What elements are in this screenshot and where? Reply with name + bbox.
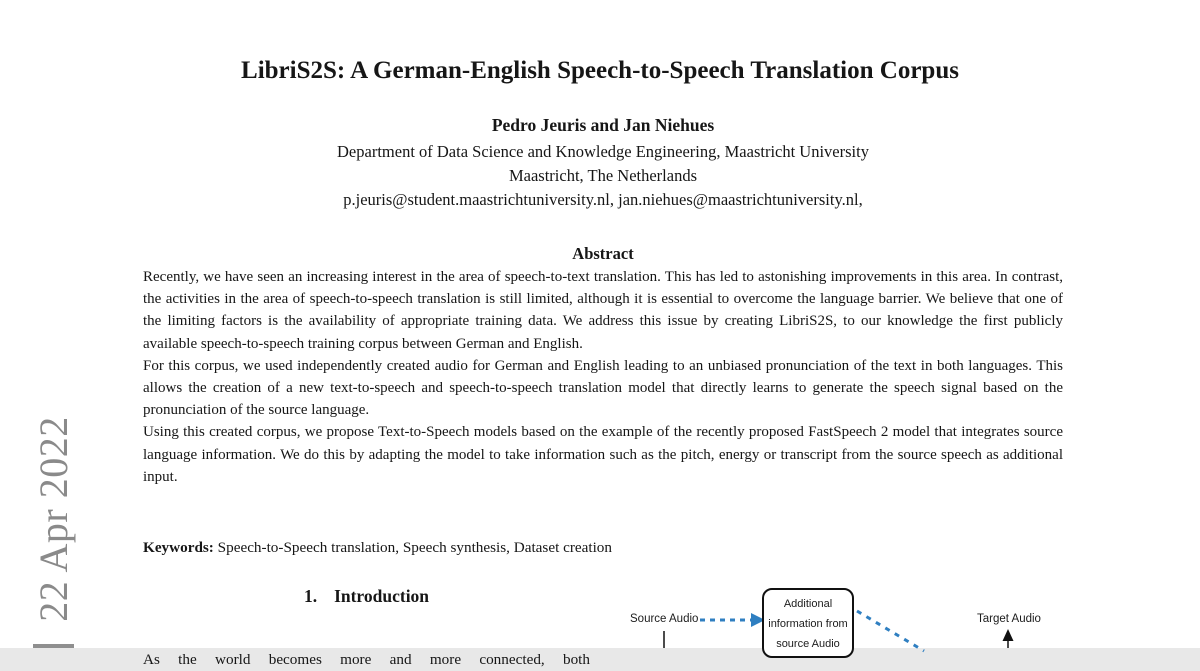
descending-dashed-line [857, 611, 924, 651]
authors-line: Pedro Jeuris and Jan Niehues [491, 115, 715, 135]
up-arrow-icon [1003, 629, 1014, 641]
keywords-label: Keywords: [143, 539, 214, 556]
section-title: Introduction [334, 586, 430, 606]
figure-box-text [764, 590, 852, 654]
section-heading-introduction [143, 585, 590, 607]
figure-source-audio-label: Source Audio [630, 613, 699, 625]
emails-line: p.jeuris@student.maastrichtuniversity.nl, jan.niehues@maastrichtuniversity.nl, [343, 190, 863, 209]
affiliation-line-2: Maastricht, The Netherlands [508, 166, 697, 185]
page-title: LibriS2S: A German-English Speech-to-Speech Translation Corpus [241, 57, 959, 84]
figure-target-audio-label: Target Audio [977, 613, 1041, 625]
keywords-line [143, 538, 1063, 558]
affiliation-line-1: Department of Data Science and Knowledge Engineering, Maastricht University [337, 142, 869, 161]
keywords-text: Speech-to-Speech translation, Speech synthesis, Dataset creation [213, 539, 612, 556]
figure-box-line: information from [768, 618, 848, 630]
abstract-paragraph: For this corpus, we used independently created audio for German and English leading to an unbiased pronunciation of the text in both languages. This allows the creation of a new text-to-speech and speech-to-speech translation model that directly learns to generate the speech signal based on the pronunciation of the source language. [143, 357, 1063, 419]
figure-box-line: source Audio [776, 638, 840, 650]
abstract-paragraph: Using this created corpus, we propose Text-to-Speech models based on the example of the recently proposed FastSpeech 2 model that integrates source language information. We do this by adapting the model to take information such as the pitch, energy or transcript from the source speech as additional input. [143, 424, 1063, 485]
abstract-paragraph: Recently, we have seen an increasing interest in the area of speech-to-text translation. This has led to astonishing improvements in this area. In contrast, the activities in the area of speech-to-speech translation is still limited, although it is essential to overcome the language barrier. We believe that one of the limiting factors is the availability of appropriate training data. We address this issue by creating LibriS2S, to our knowledge the first publicly available speech-to-speech training corpus between German and English. [143, 269, 1063, 352]
author-block [140, 111, 1066, 212]
figure-additional-info-box [762, 588, 854, 658]
figure-diagram [620, 585, 1090, 648]
abstract-body [143, 266, 1063, 488]
intro-first-line: As the world becomes more and more connected, both [143, 651, 590, 669]
section-number: 1. [303, 586, 318, 606]
abstract-heading: Abstract [572, 244, 634, 263]
figure-box-line: Additional [783, 598, 833, 610]
arxiv-watermark-stub [33, 644, 74, 648]
arxiv-watermark-date: 22 Apr 2022 [31, 416, 76, 622]
